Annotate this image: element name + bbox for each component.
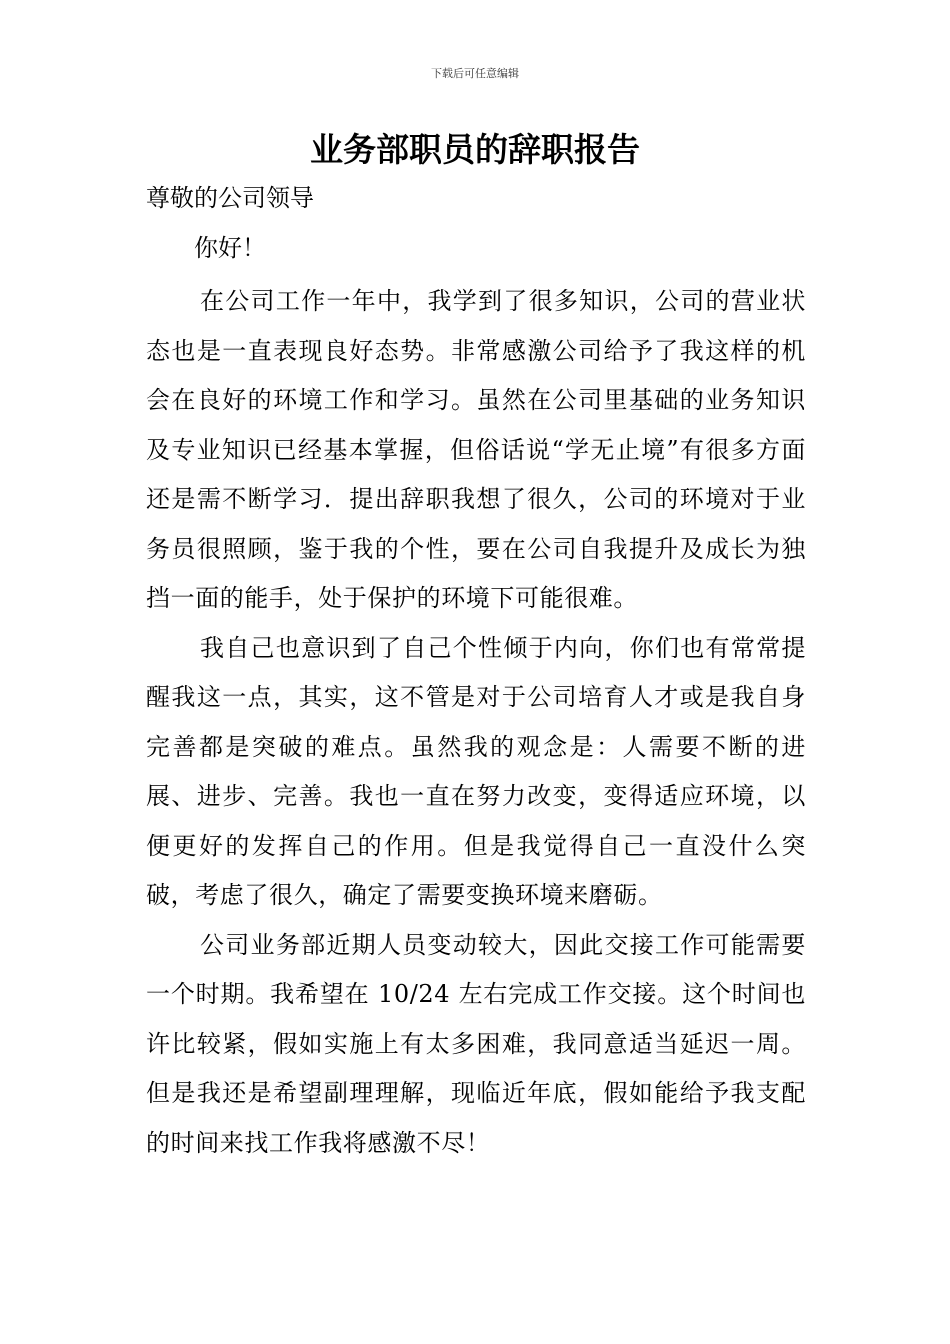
document-title: 业务部职员的辞职报告 [310,130,640,169]
header-note: 下载后可任意编辑 [431,67,519,80]
paragraph: 在公司工作一年中，我学到了很多知识，公司的营业状态也是一直表现良好态势。非常感激公司给予了我这样的机会在良好的环境工作和学习。虽然在公司里基础的业务知识及专业知识已经基本掌握，但俗话说“学无止境”有很多方面还是需不断学习．提出辞职我想了很久，公司的环境对于业务员很照顾，鉴于我的个性，要在公司自我提升及成长为独挡一面的能手，处于保护的环境下可能很难。 [146,287,806,612]
paragraph: 公司业务部近期人员变动较大，因此交接工作可能需要一个时期。我希望在 10/24 左右完成工作交接。这个时间也许比较紧，假如实施上有太多困难，我同意适当延迟一周。但是我还是希望副理理解，现临近年底，假如能给予我支配的时间来找工作我将感激不尽！ [146,930,806,1157]
salutation: 尊敬的公司领导 [146,184,314,212]
paragraph: 我自己也意识到了自己个性倾于内向，你们也有常常提醒我这一点，其实，这不管是对于公司培育人才或是我自身完善都是突破的难点。虽然我的观念是：人需要不断的进展、进步、完善。我也一直在努力改变，变得适应环境，以便更好的发挥自己的作用。但是我觉得自己一直没什么突破，考虑了很久，确定了需要变换环境来磨砺。 [146,633,806,909]
letter-body [146,277,806,1168]
greeting: 你好！ [194,234,266,262]
